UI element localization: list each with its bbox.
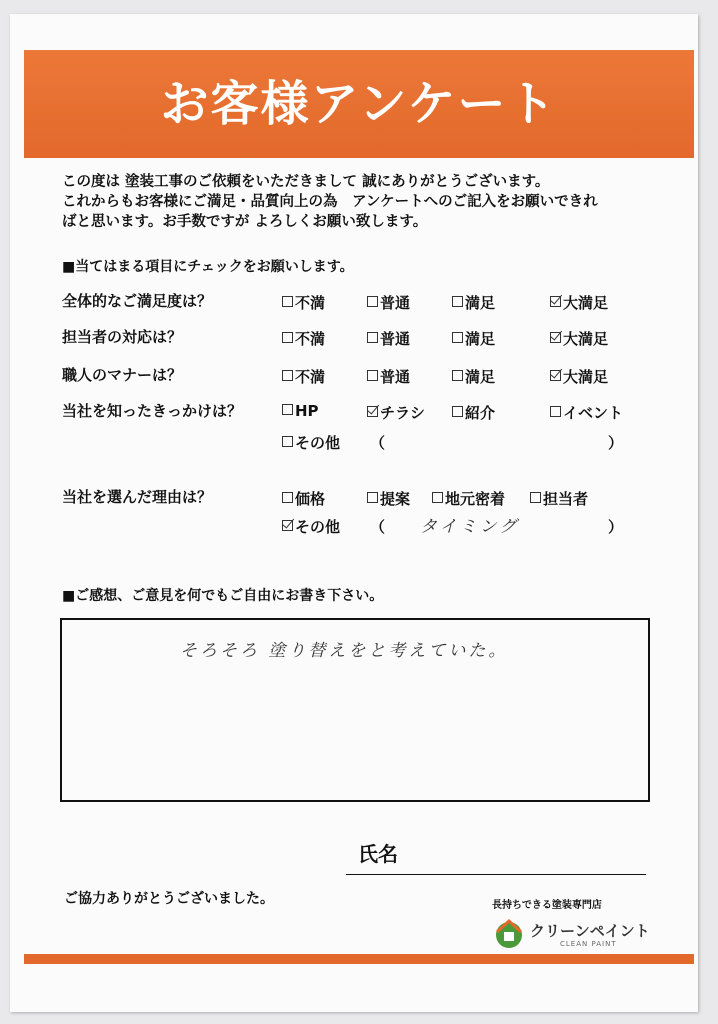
house-logo-icon	[492, 916, 526, 950]
option-sonota[interactable]: その他	[282, 432, 340, 453]
paren-close: ）	[608, 434, 624, 452]
option-sonota[interactable]: その他	[282, 516, 340, 537]
comment-handwritten: そろそろ 塗り替えをと考えていた。	[180, 641, 509, 661]
survey-sheet	[10, 14, 698, 1012]
question-overall-satisfaction: 全体的なご満足度は？	[62, 292, 213, 310]
other-reason-handwritten: タイミング	[420, 517, 520, 537]
checkbox-checked[interactable]	[282, 520, 293, 531]
option-fuman[interactable]: 不満	[282, 292, 325, 313]
page-title: お客様アンケート	[160, 76, 558, 132]
checkbox[interactable]	[367, 332, 378, 343]
title-banner	[24, 50, 694, 158]
option-manzoku[interactable]: 満足	[452, 366, 495, 387]
question-how-found: 当社を知ったきっかけは？	[62, 402, 243, 420]
intro-line-3: ばと思います。お手数ですが よろしくお願い致します。	[62, 214, 428, 230]
name-label: 氏名	[358, 842, 398, 866]
checkbox-checked[interactable]	[550, 332, 561, 343]
comments-heading: ■ご感想、ご意見を何でもご自由にお書き下さい。	[62, 588, 384, 604]
checkbox[interactable]	[452, 370, 463, 381]
question-why-chose: 当社を選んだ理由は？	[62, 488, 213, 506]
brand-name: クリーンペイント	[530, 922, 650, 940]
checkbox[interactable]	[282, 436, 293, 447]
checkbox[interactable]	[282, 370, 293, 381]
option-hp[interactable]: HP	[282, 402, 319, 420]
option-fuman[interactable]: 不満	[282, 328, 325, 349]
checkbox[interactable]	[282, 492, 293, 503]
option-chirashi[interactable]: チラシ	[367, 402, 425, 423]
checkbox[interactable]	[367, 370, 378, 381]
name-line[interactable]	[346, 874, 646, 875]
checkbox[interactable]	[530, 492, 541, 503]
intro-text	[62, 172, 598, 232]
checkbox[interactable]	[452, 406, 463, 417]
paren-open: （	[370, 518, 386, 536]
checkbox[interactable]	[282, 404, 293, 415]
option-futsuu[interactable]: 普通	[367, 366, 410, 387]
checkbox[interactable]	[367, 492, 378, 503]
question-craftsman-manners: 職人のマナーは？	[62, 366, 183, 384]
checkbox[interactable]	[367, 296, 378, 307]
checkbox-checked[interactable]	[550, 370, 561, 381]
option-futsuu[interactable]: 普通	[367, 328, 410, 349]
checkbox[interactable]	[452, 332, 463, 343]
checkbox[interactable]	[282, 296, 293, 307]
checkbox[interactable]	[432, 492, 443, 503]
option-jimoto-micchaku[interactable]: 地元密着	[432, 488, 505, 509]
option-futsuu[interactable]: 普通	[367, 292, 410, 313]
intro-line-1: この度は 塗装工事のご依頼をいただきまして 誠にありがとうございます。	[62, 174, 550, 190]
option-daimanzoku[interactable]: 大満足	[550, 292, 608, 313]
tagline: 長持ちできる塗装専門店	[492, 900, 602, 911]
brand-subtitle: CLEAN PAINT	[560, 940, 617, 948]
option-kakaku[interactable]: 価格	[282, 488, 325, 509]
option-shoukai[interactable]: 紹介	[452, 402, 495, 423]
option-manzoku[interactable]: 満足	[452, 328, 495, 349]
option-daimanzoku[interactable]: 大満足	[550, 328, 608, 349]
bottom-bar	[24, 954, 694, 964]
question-staff-response: 担当者の対応は？	[62, 328, 183, 346]
checkbox[interactable]	[550, 406, 561, 417]
intro-line-2: これからもお客様にご満足・品質向上の為 アンケートへのご記入をお願いできれ	[62, 194, 598, 210]
option-teian[interactable]: 提案	[367, 488, 410, 509]
checkbox[interactable]	[282, 332, 293, 343]
checkbox-checked[interactable]	[367, 406, 378, 417]
option-fuman[interactable]: 不満	[282, 366, 325, 387]
paren-open: （	[370, 434, 386, 452]
option-tantousha[interactable]: 担当者	[530, 488, 588, 509]
checkbox-checked[interactable]	[550, 296, 561, 307]
option-manzoku[interactable]: 満足	[452, 292, 495, 313]
check-section-heading: ■当てはまる項目にチェックをお願いします。	[62, 259, 354, 275]
checkbox[interactable]	[452, 296, 463, 307]
option-daimanzoku[interactable]: 大満足	[550, 366, 608, 387]
thanks-text: ご協力ありがとうございました。	[64, 891, 274, 907]
paren-close: ）	[608, 518, 624, 536]
option-event[interactable]: イベント	[550, 402, 623, 423]
